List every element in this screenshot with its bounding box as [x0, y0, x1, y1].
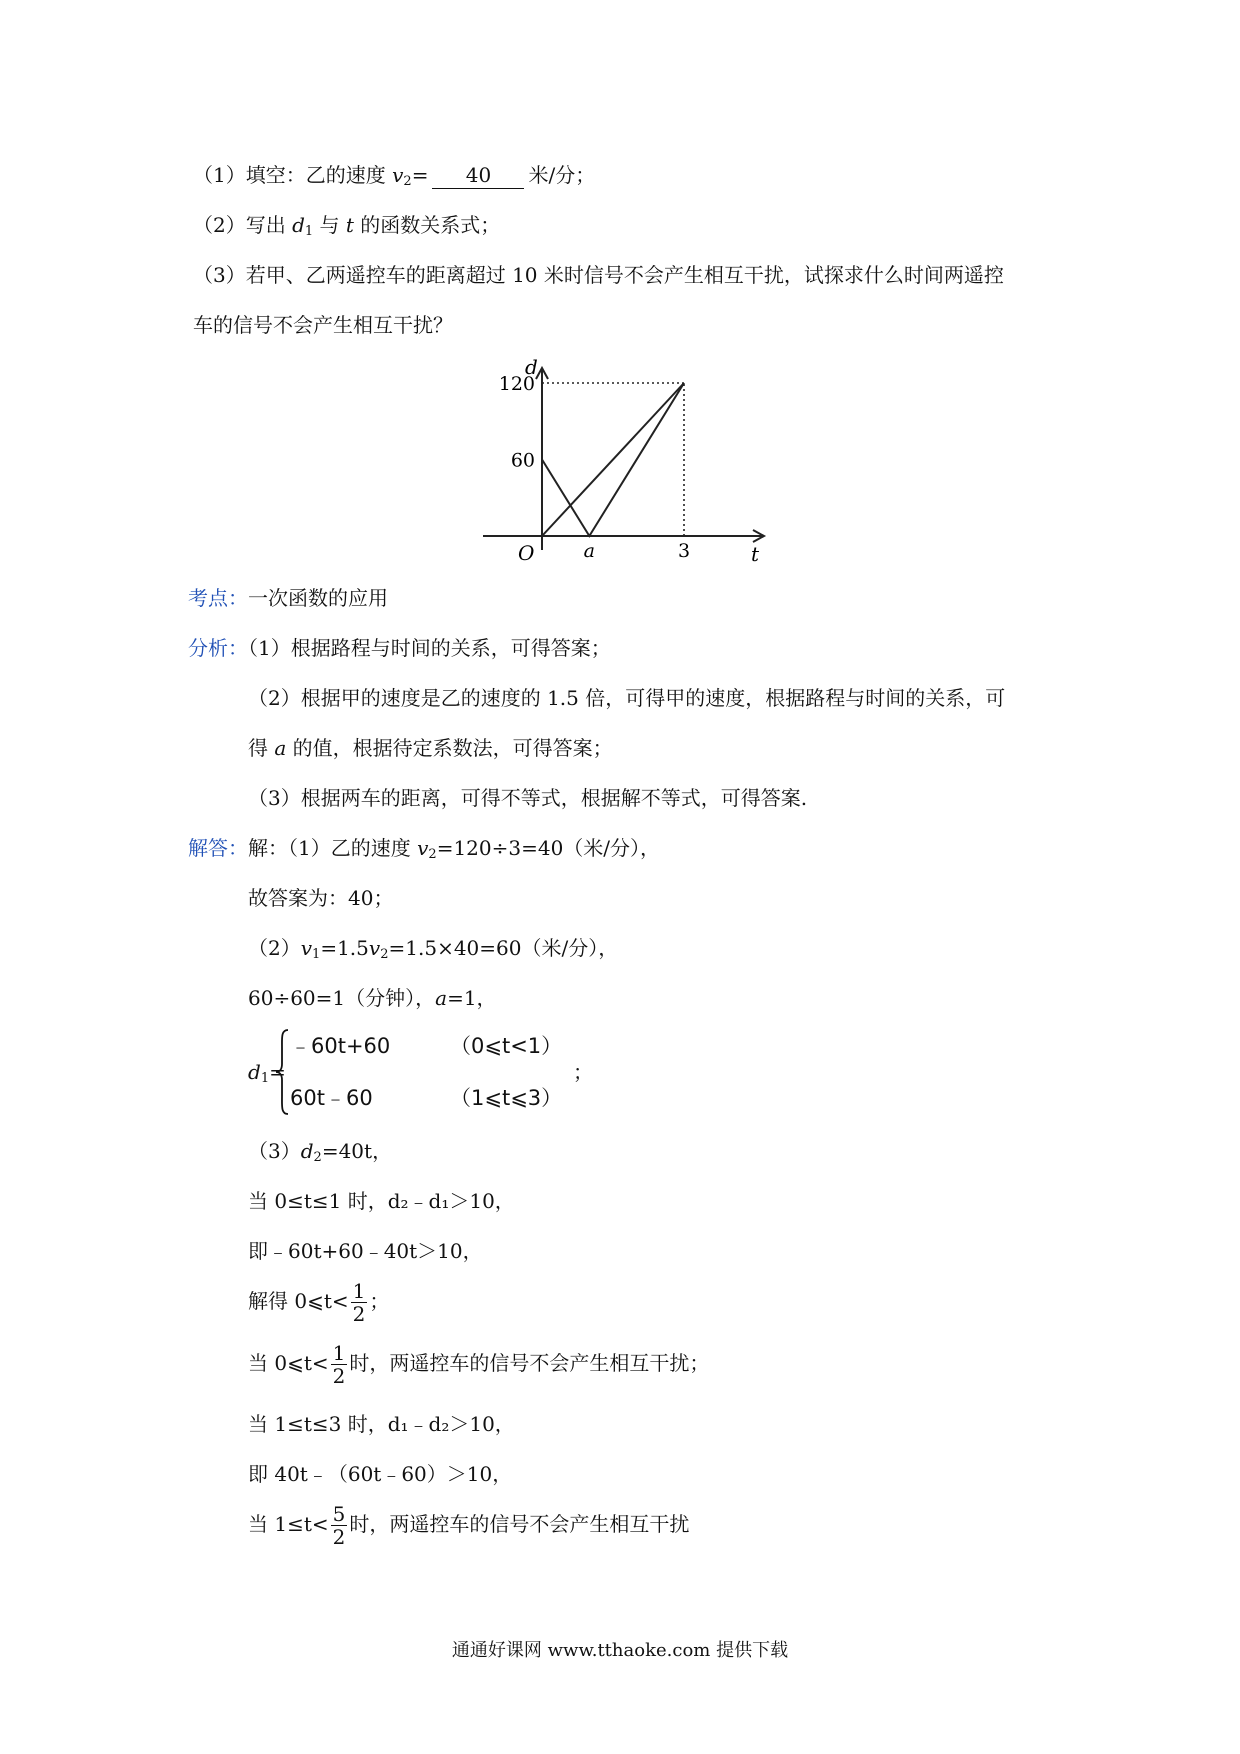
- jieda-label: 解答：: [188, 836, 248, 860]
- fraction: $\frac{1}{2}$: [332, 1341, 346, 1388]
- piecewise-lhs: $d_1=$: [248, 1060, 286, 1086]
- question-3-line1: （3）若甲、乙两遥控车的距离超过 10 米时信号不会产生相互干扰，试探求什么时间两遥控: [193, 263, 1004, 287]
- fenxi-line3: 得 a 的值，根据待定系数法，可得答案；: [248, 736, 613, 760]
- jieda-line10: 当 1≤t≤3 时，d₁﹣d₂＞10，: [248, 1412, 515, 1436]
- jieda-line1: 解答：解：（1）乙的速度 $v_2=120\div 3=40$（米/分），: [188, 836, 661, 862]
- fenxi-label: 分析：: [188, 636, 248, 660]
- fenxi-line4: （3）根据两车的距离，可得不等式，根据解不等式，可得答案.: [248, 786, 808, 810]
- fenxi-line2: （2）根据甲的速度是乙的速度的 1.5 倍，可得甲的速度，根据路程与时间的关系，可: [248, 686, 1006, 710]
- y-tick-label: 60: [510, 449, 535, 472]
- piecewise-tail: ；: [573, 1060, 593, 1084]
- left-brace: [274, 1028, 290, 1116]
- jieda-line7: 即﹣60t+60﹣40t＞10，: [248, 1239, 483, 1263]
- kaodian-label: 考点：: [188, 586, 248, 610]
- fenxi-line1: 分析：（1）根据路程与时间的关系，可得答案；: [188, 636, 611, 660]
- jieda-line4: 60÷60=1（分钟），a=1，: [248, 986, 497, 1010]
- footer: 通通好课网 www.tthaoke.com 提供下载: [451, 1640, 789, 1661]
- piece-1: ﹣60t+60 （0⩽t<1）: [290, 1034, 563, 1058]
- question-1: （1）填空：乙的速度 $v_2= 40$ 米/分；: [193, 163, 596, 189]
- question-3-line2: 车的信号不会产生相互干扰？: [193, 313, 453, 337]
- jieda-line6: 当 0≤t≤1 时，d₂﹣d₁＞10，: [248, 1189, 515, 1213]
- distance-time-graph: [475, 355, 775, 565]
- piece-2: 60t﹣60 （1⩽t⩽3）: [290, 1086, 563, 1110]
- y-tick-label: 120: [498, 373, 535, 395]
- jieda-line8: 解得 0⩽t< $\frac{1}{2}$ ；: [248, 1279, 390, 1326]
- fraction: $\frac{1}{2}$: [352, 1279, 366, 1326]
- kaodian-line: 考点：一次函数的应用: [188, 586, 388, 610]
- jieda-line2: 故答案为：40；: [248, 886, 394, 910]
- jieda-line9: 当 0⩽t< $\frac{1}{2}$ 时，两遥控车的信号不会产生相互干扰；: [248, 1341, 710, 1388]
- x-tick-label: 3: [677, 540, 691, 562]
- piecewise-function: [248, 1022, 608, 1122]
- jieda-line5: $(3)d_2=40t$，: [248, 1139, 393, 1165]
- answer-blank: 40: [432, 162, 524, 189]
- jieda-line11: 即 40t﹣（60t﹣60）＞10，: [248, 1462, 513, 1486]
- jieda-line3: $(2)v_1=1.5v_2=1.5\times 40=60$（米/分），: [248, 936, 619, 962]
- jieda-line12: 当 1≤t< $\frac{5}{2}$ 时，两遥控车的信号不会产生相互干扰: [248, 1502, 690, 1549]
- x-axis-label: t: [751, 542, 760, 565]
- series-line-d2: [542, 383, 684, 536]
- question-2: （2）写出 $d_1$ 与 t 的函数关系式；: [193, 213, 501, 239]
- fraction: $\frac{5}{2}$: [332, 1502, 346, 1549]
- origin-label: O: [518, 541, 535, 565]
- y-axis-label: d: [525, 355, 538, 379]
- x-tick-label: a: [583, 540, 595, 562]
